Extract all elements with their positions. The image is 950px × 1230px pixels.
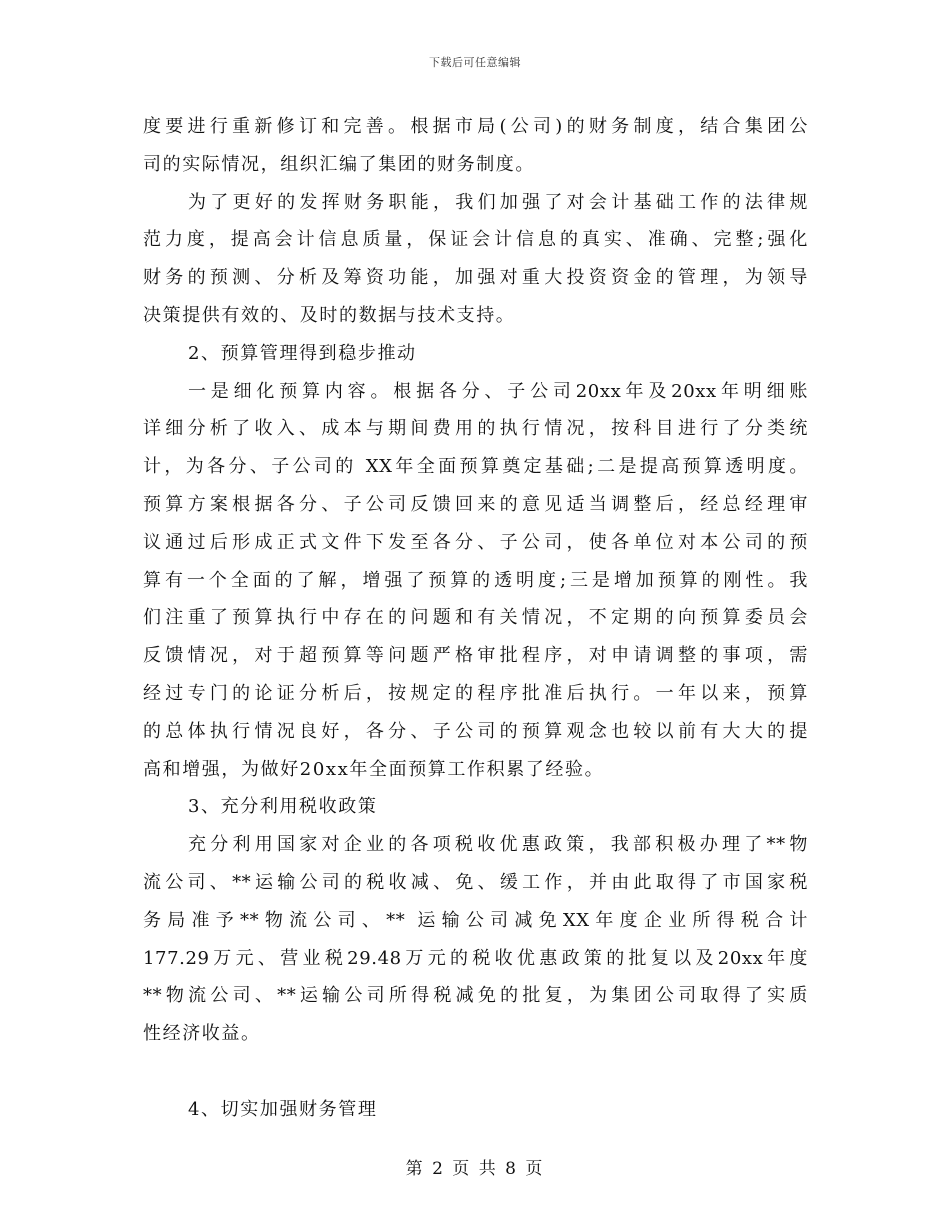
text-line: 计，为各分、子公司的 XX年全面预算奠定基础;二是提高预算透明度。 [143, 456, 808, 478]
document-body [143, 108, 808, 1129]
text-line: 详细分析了收入、成本与期间费用的执行情况，按科目进行了分类统 [143, 418, 808, 440]
text-line: 177.29万元、营业税29.48万元的税收优惠政策的批复以及20xx年度 [143, 947, 808, 969]
text-line: 范力度，提高会计信息质量，保证会计信息的真实、准确、完整;强化 [143, 229, 808, 251]
text-line: 们注重了预算执行中存在的问题和有关情况，不定期的向预算委员会 [143, 607, 808, 629]
text-line: 司的实际情况，组织汇编了集团的财务制度。 [143, 153, 535, 175]
page-footer: 第 2 页 共 8 页 [405, 1159, 545, 1179]
text-line: 一是细化预算内容。根据各分、子公司20xx年及20xx年明细账 [188, 380, 808, 402]
text-line: 为了更好的发挥财务职能，我们加强了对会计基础工作的法律规 [188, 191, 808, 213]
page-header: 下载后可任意编辑 [429, 56, 521, 69]
text-line: 反馈情况，对于超预算等问题严格审批程序，对申请调整的事项，需 [143, 645, 808, 667]
text-line: 议通过后形成正式文件下发至各分、子公司，使各单位对本公司的预 [143, 531, 808, 553]
text-line: **物流公司、**运输公司所得税减免的批复，为集团公司取得了实质 [143, 985, 808, 1007]
text-line [143, 1053, 808, 1091]
text-line: 务局准予**物流公司、** 运输公司减免XX年度企业所得税合计 [143, 909, 808, 931]
text-line: 3、充分利用税收政策 [188, 796, 378, 818]
text-line: 充分利用国家对企业的各项税收优惠政策，我部积极办理了**物 [188, 834, 808, 856]
text-line: 性经济收益。 [143, 1023, 261, 1045]
text-line: 2、预算管理得到稳步推动 [188, 342, 417, 364]
text-line: 高和增强，为做好20xx年全面预算工作积累了经验。 [143, 758, 605, 780]
text-line: 财务的预测、分析及筹资功能，加强对重大投资资金的管理，为领导 [143, 267, 808, 289]
text-line: 决策提供有效的、及时的数据与技术支持。 [143, 304, 516, 326]
text-line: 度要进行重新修订和完善。根据市局(公司)的财务制度，结合集团公 [143, 116, 808, 137]
text-line: 经过专门的论证分析后，按规定的程序批准后执行。一年以来，预算 [143, 682, 808, 704]
text-line: 4、切实加强财务管理 [188, 1098, 378, 1120]
text-line: 的总体执行情况良好，各分、子公司的预算观念也较以前有大大的提 [143, 720, 808, 742]
text-line: 预算方案根据各分、子公司反馈回来的意见适当调整后，经总经理审 [143, 493, 808, 515]
text-line: 流公司、**运输公司的税收减、免、缓工作，并由此取得了市国家税 [143, 871, 808, 893]
text-line: 算有一个全面的了解，增强了预算的透明度;三是增加预算的刚性。我 [143, 569, 808, 591]
